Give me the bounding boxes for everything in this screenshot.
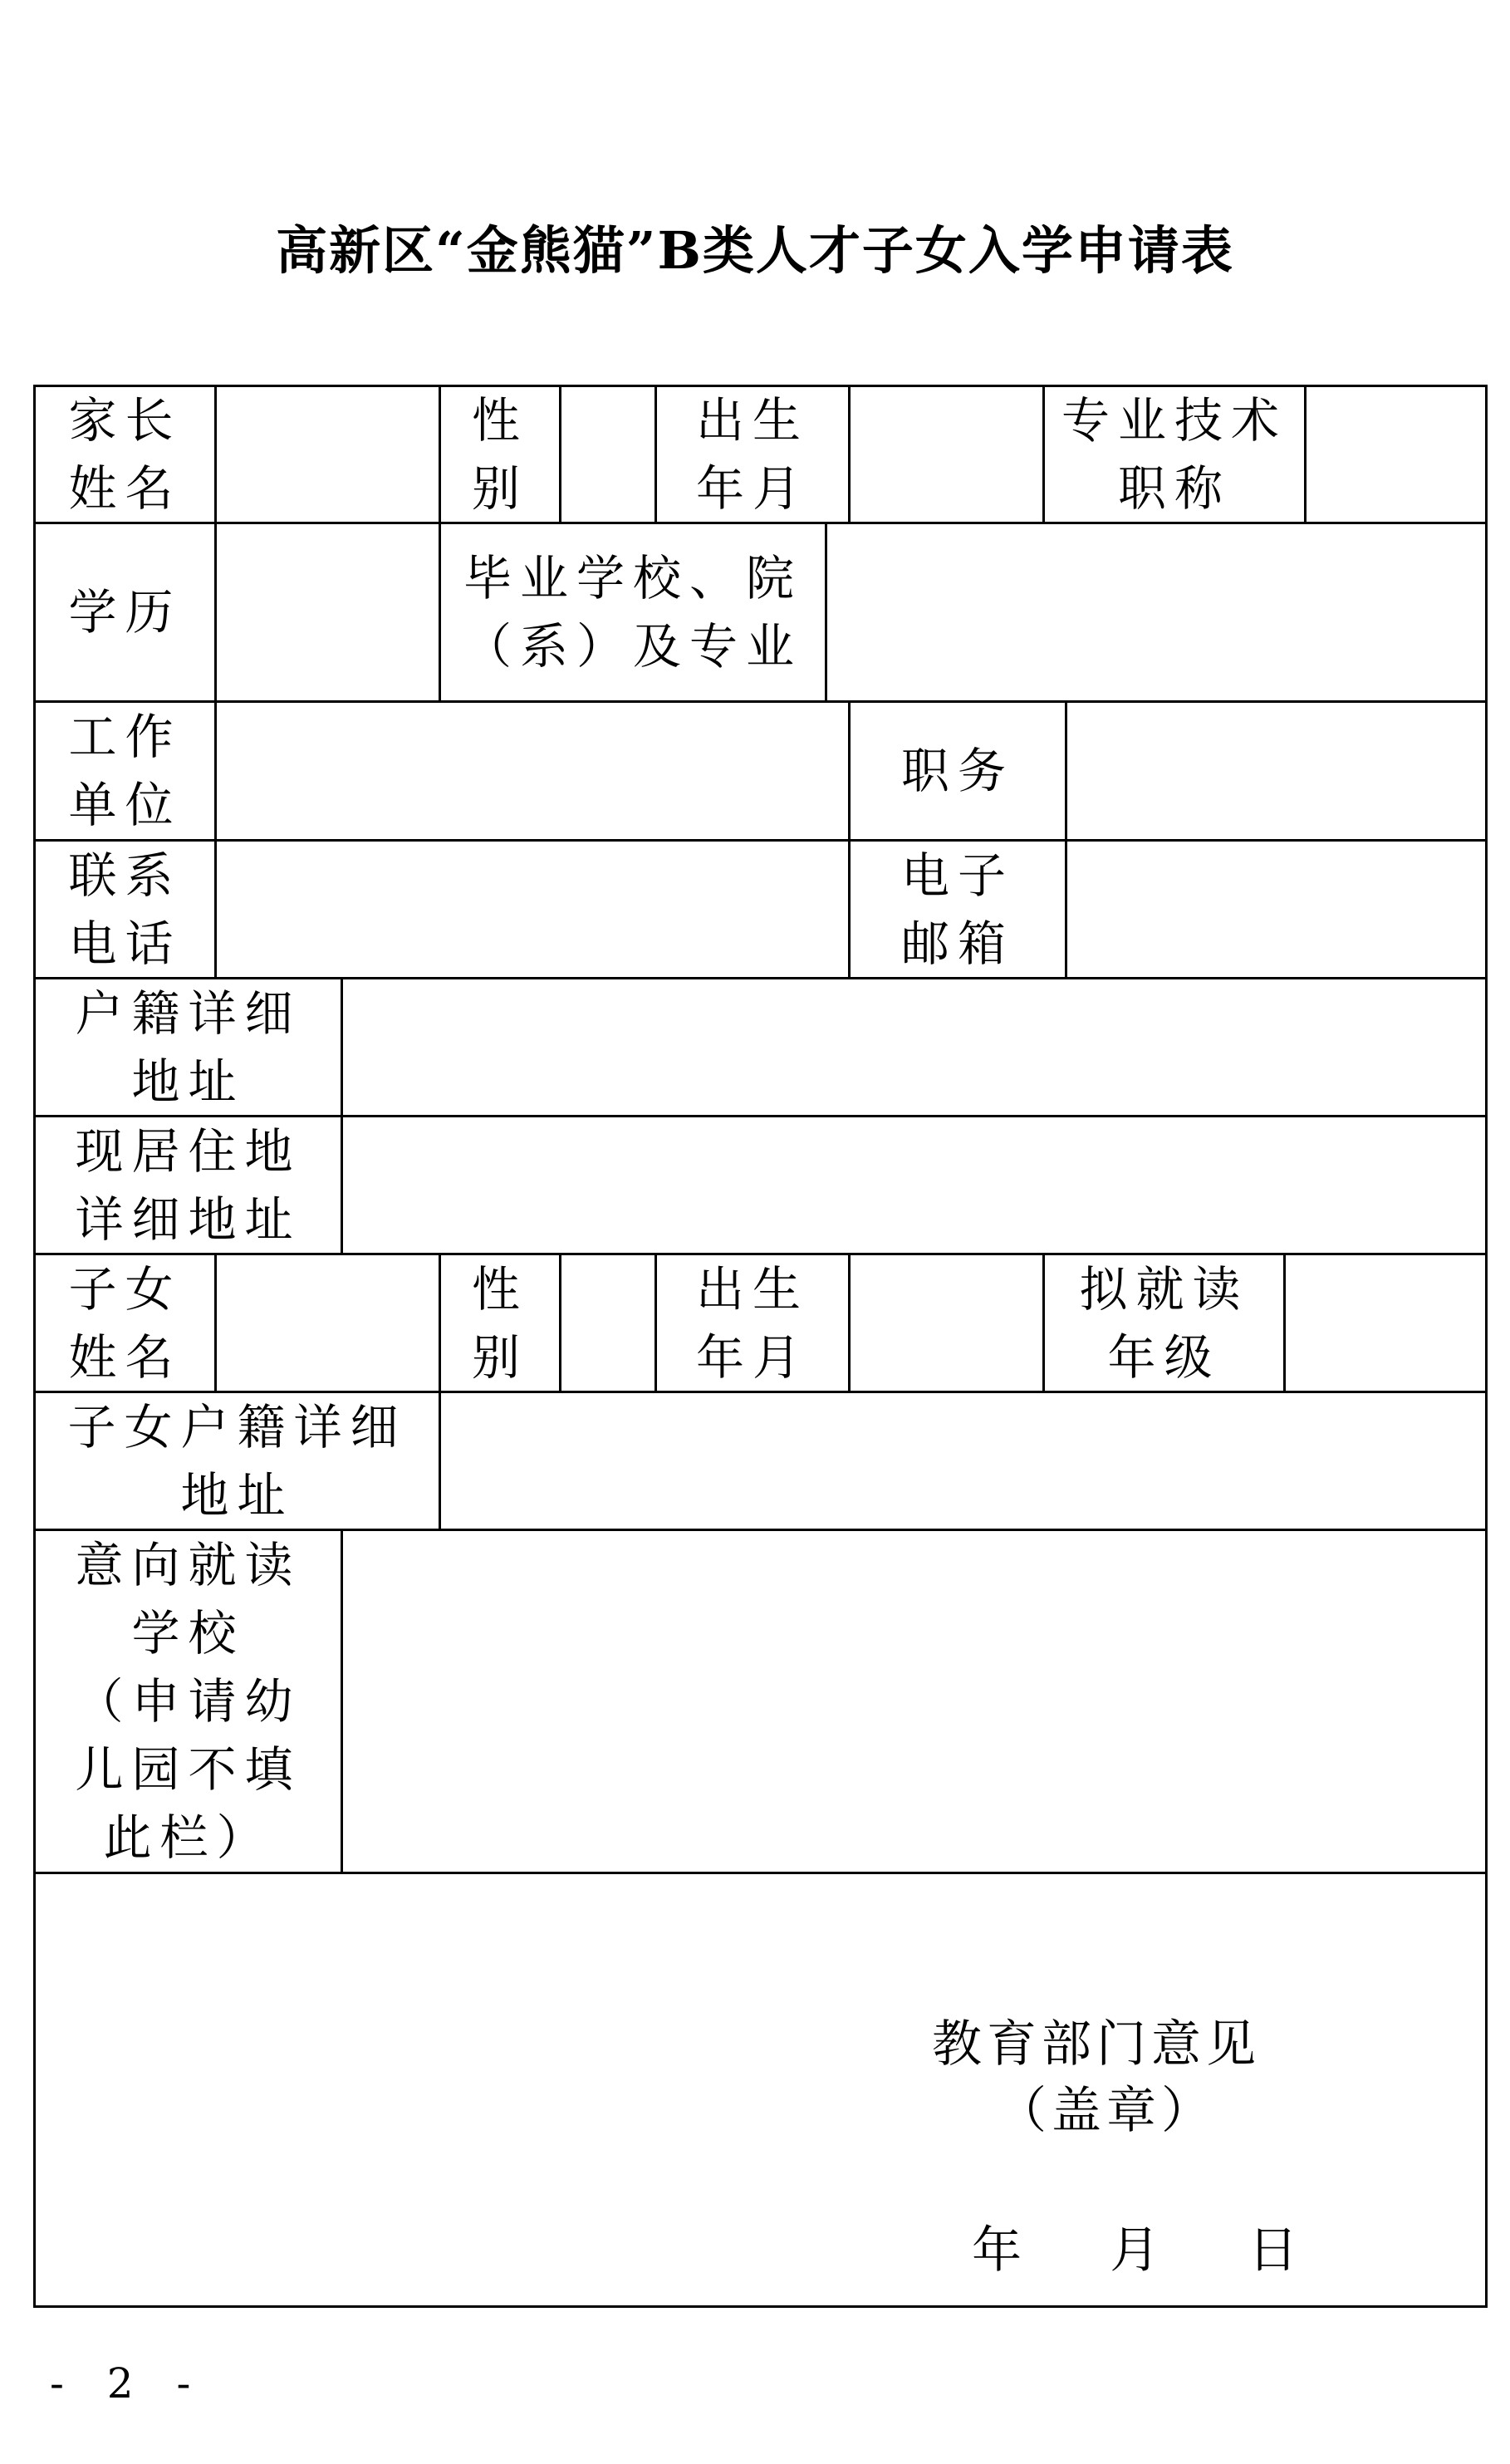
label-birth: 出生 年月 [695,392,809,517]
label-title-rank: 专业技术 职称 [1061,392,1287,517]
label-position: 职务 [900,743,1014,799]
input-child-household[interactable] [441,1393,1485,1529]
input-gender[interactable] [561,387,654,522]
label-work-unit: 工作 单位 [68,709,182,833]
input-grade[interactable] [1286,1255,1485,1391]
input-parent-name[interactable] [217,387,439,522]
input-child-gender[interactable] [561,1255,654,1391]
label-child-household: 子女户籍详细 地址 [67,1398,407,1524]
label-parent-name: 家长 姓名 [68,392,182,517]
table-border-right [1485,385,1488,2308]
input-position[interactable] [1067,703,1485,839]
form-title: 高新区“金熊猫”B类人才子女入学申请表 [276,220,1234,281]
label-current-address: 现居住地 详细地址 [75,1122,302,1248]
label-household-address: 户籍详细 地址 [75,984,302,1110]
label-education: 学历 [68,584,182,641]
input-work-unit[interactable] [217,703,848,839]
input-education[interactable] [217,524,439,700]
approval-date: 年 月 日 [972,2221,1303,2280]
approval-seal: （盖章） [997,2082,1216,2140]
input-intended-school[interactable] [343,1531,1485,1872]
label-grade: 拟就读 年级 [1079,1260,1249,1386]
input-phone[interactable] [217,842,848,977]
label-child-gender: 性 别 [471,1260,528,1386]
input-title-rank[interactable] [1307,387,1485,522]
label-intended-school: 意向就读 学校 （申请幼 儿园不填 此栏） [75,1537,302,1866]
input-current-address[interactable] [343,1117,1485,1253]
label-child-name: 子女 姓名 [68,1260,182,1386]
approval-label: 教育部门意见 [932,2015,1261,2074]
label-school-major: 毕业学校、院 （系）及专业 [463,550,802,675]
input-household-address[interactable] [343,979,1485,1115]
input-child-name[interactable] [217,1255,439,1391]
table-border-bottom [33,2305,1488,2308]
label-gender: 性 别 [471,392,528,517]
input-child-birth[interactable] [851,1255,1042,1391]
label-email: 电子 邮箱 [900,847,1014,972]
label-child-birth: 出生 年月 [695,1260,809,1386]
page-number: - 2 - [50,2359,206,2408]
input-school-major[interactable] [827,524,1485,700]
input-email[interactable] [1067,842,1485,977]
label-phone: 联系 电话 [68,847,182,972]
input-birth[interactable] [851,387,1042,522]
